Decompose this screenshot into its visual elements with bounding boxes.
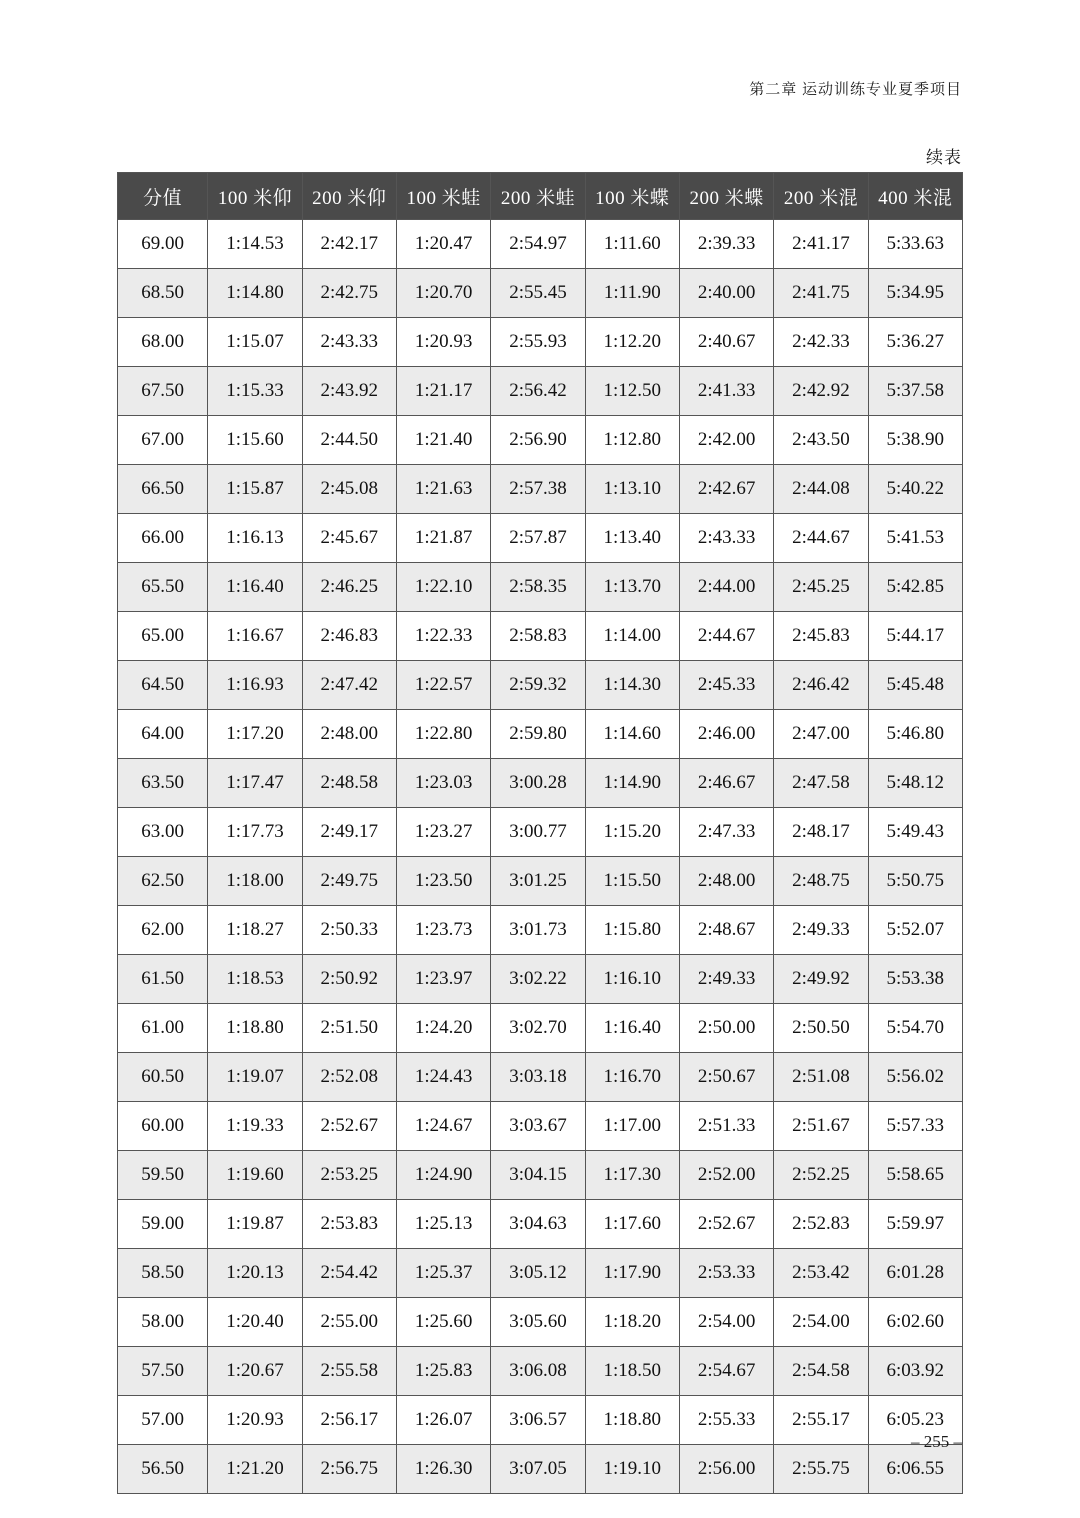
time-cell: 2:52.08 [302, 1053, 396, 1102]
time-cell: 5:40.22 [868, 465, 962, 514]
time-cell: 5:59.97 [868, 1200, 962, 1249]
time-cell: 2:42.75 [302, 269, 396, 318]
time-cell: 1:13.70 [585, 563, 679, 612]
time-cell: 5:38.90 [868, 416, 962, 465]
table-row [118, 514, 963, 563]
time-cell: 1:17.90 [585, 1249, 679, 1298]
table-row [118, 1249, 963, 1298]
time-cell: 2:48.67 [679, 906, 773, 955]
time-cell: 5:46.80 [868, 710, 962, 759]
time-cell: 1:11.60 [585, 220, 679, 269]
time-cell: 2:42.17 [302, 220, 396, 269]
time-cell: 2:43.33 [302, 318, 396, 367]
time-cell: 1:25.37 [396, 1249, 490, 1298]
time-cell: 2:44.67 [679, 612, 773, 661]
table-row [118, 416, 963, 465]
time-cell: 1:14.53 [208, 220, 302, 269]
time-cell: 1:12.20 [585, 318, 679, 367]
time-cell: 2:51.67 [774, 1102, 868, 1151]
time-cell: 1:18.53 [208, 955, 302, 1004]
time-cell: 2:55.45 [491, 269, 585, 318]
time-cell: 5:44.17 [868, 612, 962, 661]
time-cell: 2:55.17 [774, 1396, 868, 1445]
score-cell: 68.00 [118, 318, 208, 367]
time-cell: 1:16.10 [585, 955, 679, 1004]
time-cell: 1:20.67 [208, 1347, 302, 1396]
score-cell: 60.50 [118, 1053, 208, 1102]
time-cell: 1:20.93 [396, 318, 490, 367]
time-cell: 1:25.83 [396, 1347, 490, 1396]
table-row [118, 1298, 963, 1347]
time-cell: 2:45.83 [774, 612, 868, 661]
table-row [118, 1396, 963, 1445]
score-cell: 60.00 [118, 1102, 208, 1151]
score-cell: 63.50 [118, 759, 208, 808]
column-header: 400 米混 [868, 173, 962, 220]
column-header: 100 米仰 [208, 173, 302, 220]
time-cell: 1:15.33 [208, 367, 302, 416]
score-cell: 58.00 [118, 1298, 208, 1347]
table-row [118, 612, 963, 661]
time-cell: 2:39.33 [679, 220, 773, 269]
score-cell: 61.00 [118, 1004, 208, 1053]
time-cell: 2:46.83 [302, 612, 396, 661]
table-row [118, 1053, 963, 1102]
time-cell: 2:49.75 [302, 857, 396, 906]
time-cell: 2:59.80 [491, 710, 585, 759]
score-cell: 65.00 [118, 612, 208, 661]
time-cell: 1:24.67 [396, 1102, 490, 1151]
table-row [118, 906, 963, 955]
time-cell: 2:56.75 [302, 1445, 396, 1494]
time-cell: 1:21.87 [396, 514, 490, 563]
time-cell: 1:26.30 [396, 1445, 490, 1494]
time-cell: 6:02.60 [868, 1298, 962, 1347]
time-cell: 2:53.33 [679, 1249, 773, 1298]
time-cell: 2:47.58 [774, 759, 868, 808]
time-cell: 5:41.53 [868, 514, 962, 563]
score-cell: 58.50 [118, 1249, 208, 1298]
time-cell: 2:55.93 [491, 318, 585, 367]
time-cell: 2:59.32 [491, 661, 585, 710]
time-cell: 1:17.47 [208, 759, 302, 808]
table-row [118, 1347, 963, 1396]
time-cell: 2:44.08 [774, 465, 868, 514]
column-header: 分值 [118, 173, 208, 220]
score-cell: 59.50 [118, 1151, 208, 1200]
time-cell: 1:15.20 [585, 808, 679, 857]
time-cell: 2:55.00 [302, 1298, 396, 1347]
time-cell: 2:52.25 [774, 1151, 868, 1200]
time-cell: 2:50.67 [679, 1053, 773, 1102]
time-cell: 1:23.27 [396, 808, 490, 857]
time-cell: 2:51.33 [679, 1102, 773, 1151]
time-cell: 1:21.20 [208, 1445, 302, 1494]
time-cell: 2:47.42 [302, 661, 396, 710]
time-cell: 1:12.50 [585, 367, 679, 416]
table-row [118, 367, 963, 416]
score-table-wrapper [117, 172, 963, 1494]
time-cell: 1:20.47 [396, 220, 490, 269]
time-cell: 1:17.00 [585, 1102, 679, 1151]
time-cell: 3:04.63 [491, 1200, 585, 1249]
time-cell: 1:16.40 [585, 1004, 679, 1053]
table-header [118, 173, 963, 220]
time-cell: 1:16.13 [208, 514, 302, 563]
table-row [118, 1445, 963, 1494]
time-cell: 1:15.80 [585, 906, 679, 955]
time-cell: 5:36.27 [868, 318, 962, 367]
score-cell: 57.00 [118, 1396, 208, 1445]
time-cell: 2:46.67 [679, 759, 773, 808]
time-cell: 1:16.70 [585, 1053, 679, 1102]
table-header-row [118, 173, 963, 220]
time-cell: 1:23.03 [396, 759, 490, 808]
time-cell: 2:44.00 [679, 563, 773, 612]
time-cell: 1:17.60 [585, 1200, 679, 1249]
time-cell: 2:43.92 [302, 367, 396, 416]
time-cell: 2:56.00 [679, 1445, 773, 1494]
running-head: 第二章 运动训练专业夏季项目 [749, 82, 962, 98]
score-cell: 57.50 [118, 1347, 208, 1396]
time-cell: 1:11.90 [585, 269, 679, 318]
time-cell: 2:57.87 [491, 514, 585, 563]
time-cell: 3:06.57 [491, 1396, 585, 1445]
time-cell: 2:58.83 [491, 612, 585, 661]
time-cell: 2:41.33 [679, 367, 773, 416]
table-body [118, 220, 963, 1494]
time-cell: 2:52.83 [774, 1200, 868, 1249]
time-cell: 2:53.83 [302, 1200, 396, 1249]
time-cell: 1:18.80 [208, 1004, 302, 1053]
time-cell: 2:42.00 [679, 416, 773, 465]
time-cell: 1:18.20 [585, 1298, 679, 1347]
score-cell: 66.00 [118, 514, 208, 563]
time-cell: 2:43.50 [774, 416, 868, 465]
swimming-score-table [117, 172, 963, 1494]
table-row [118, 563, 963, 612]
time-cell: 1:20.93 [208, 1396, 302, 1445]
time-cell: 2:50.33 [302, 906, 396, 955]
time-cell: 6:05.23 [868, 1396, 962, 1445]
column-header: 200 米蝶 [679, 173, 773, 220]
time-cell: 1:26.07 [396, 1396, 490, 1445]
time-cell: 2:42.33 [774, 318, 868, 367]
time-cell: 1:17.20 [208, 710, 302, 759]
time-cell: 1:25.13 [396, 1200, 490, 1249]
table-row [118, 1200, 963, 1249]
time-cell: 5:42.85 [868, 563, 962, 612]
continued-table-label: 续表 [926, 148, 962, 167]
table-row [118, 1151, 963, 1200]
time-cell: 1:19.60 [208, 1151, 302, 1200]
time-cell: 5:48.12 [868, 759, 962, 808]
score-cell: 59.00 [118, 1200, 208, 1249]
time-cell: 2:45.08 [302, 465, 396, 514]
time-cell: 2:48.17 [774, 808, 868, 857]
table-row [118, 759, 963, 808]
time-cell: 1:16.93 [208, 661, 302, 710]
time-cell: 1:19.10 [585, 1445, 679, 1494]
time-cell: 1:24.20 [396, 1004, 490, 1053]
score-cell: 56.50 [118, 1445, 208, 1494]
column-header: 200 米蛙 [491, 173, 585, 220]
time-cell: 2:42.92 [774, 367, 868, 416]
time-cell: 1:15.60 [208, 416, 302, 465]
time-cell: 6:03.92 [868, 1347, 962, 1396]
score-cell: 63.00 [118, 808, 208, 857]
table-row [118, 661, 963, 710]
time-cell: 1:24.90 [396, 1151, 490, 1200]
time-cell: 2:49.33 [679, 955, 773, 1004]
time-cell: 1:15.07 [208, 318, 302, 367]
time-cell: 2:54.58 [774, 1347, 868, 1396]
score-cell: 64.50 [118, 661, 208, 710]
time-cell: 2:41.17 [774, 220, 868, 269]
table-row [118, 955, 963, 1004]
time-cell: 5:54.70 [868, 1004, 962, 1053]
time-cell: 1:22.57 [396, 661, 490, 710]
time-cell: 2:41.75 [774, 269, 868, 318]
time-cell: 3:01.73 [491, 906, 585, 955]
time-cell: 6:06.55 [868, 1445, 962, 1494]
time-cell: 2:50.50 [774, 1004, 868, 1053]
score-cell: 67.00 [118, 416, 208, 465]
score-cell: 66.50 [118, 465, 208, 514]
time-cell: 5:49.43 [868, 808, 962, 857]
time-cell: 1:14.60 [585, 710, 679, 759]
time-cell: 3:01.25 [491, 857, 585, 906]
column-header: 200 米混 [774, 173, 868, 220]
time-cell: 2:46.42 [774, 661, 868, 710]
score-cell: 65.50 [118, 563, 208, 612]
column-header: 200 米仰 [302, 173, 396, 220]
time-cell: 2:46.25 [302, 563, 396, 612]
time-cell: 2:45.25 [774, 563, 868, 612]
time-cell: 3:06.08 [491, 1347, 585, 1396]
time-cell: 2:52.67 [302, 1102, 396, 1151]
time-cell: 2:45.33 [679, 661, 773, 710]
time-cell: 1:14.80 [208, 269, 302, 318]
time-cell: 5:50.75 [868, 857, 962, 906]
time-cell: 5:45.48 [868, 661, 962, 710]
time-cell: 2:51.08 [774, 1053, 868, 1102]
time-cell: 2:50.92 [302, 955, 396, 1004]
score-cell: 64.00 [118, 710, 208, 759]
score-cell: 68.50 [118, 269, 208, 318]
time-cell: 1:16.40 [208, 563, 302, 612]
time-cell: 5:56.02 [868, 1053, 962, 1102]
time-cell: 2:48.58 [302, 759, 396, 808]
time-cell: 1:19.07 [208, 1053, 302, 1102]
time-cell: 1:22.33 [396, 612, 490, 661]
time-cell: 2:48.75 [774, 857, 868, 906]
time-cell: 2:55.33 [679, 1396, 773, 1445]
time-cell: 2:45.67 [302, 514, 396, 563]
time-cell: 5:33.63 [868, 220, 962, 269]
time-cell: 1:22.80 [396, 710, 490, 759]
time-cell: 2:50.00 [679, 1004, 773, 1053]
time-cell: 6:01.28 [868, 1249, 962, 1298]
time-cell: 2:53.25 [302, 1151, 396, 1200]
time-cell: 1:16.67 [208, 612, 302, 661]
time-cell: 1:18.80 [585, 1396, 679, 1445]
time-cell: 3:07.05 [491, 1445, 585, 1494]
time-cell: 2:52.67 [679, 1200, 773, 1249]
time-cell: 3:03.18 [491, 1053, 585, 1102]
table-row [118, 220, 963, 269]
time-cell: 3:00.77 [491, 808, 585, 857]
time-cell: 2:54.42 [302, 1249, 396, 1298]
time-cell: 1:14.90 [585, 759, 679, 808]
time-cell: 2:44.50 [302, 416, 396, 465]
time-cell: 3:00.28 [491, 759, 585, 808]
time-cell: 2:55.58 [302, 1347, 396, 1396]
column-header: 100 米蛙 [396, 173, 490, 220]
time-cell: 1:14.00 [585, 612, 679, 661]
score-cell: 62.50 [118, 857, 208, 906]
time-cell: 1:13.40 [585, 514, 679, 563]
time-cell: 2:56.42 [491, 367, 585, 416]
time-cell: 5:53.38 [868, 955, 962, 1004]
table-row [118, 710, 963, 759]
time-cell: 1:23.73 [396, 906, 490, 955]
time-cell: 2:51.50 [302, 1004, 396, 1053]
time-cell: 1:15.50 [585, 857, 679, 906]
time-cell: 1:20.70 [396, 269, 490, 318]
time-cell: 1:14.30 [585, 661, 679, 710]
time-cell: 1:18.27 [208, 906, 302, 955]
score-cell: 61.50 [118, 955, 208, 1004]
time-cell: 2:40.67 [679, 318, 773, 367]
time-cell: 1:24.43 [396, 1053, 490, 1102]
table-row [118, 857, 963, 906]
time-cell: 2:53.42 [774, 1249, 868, 1298]
time-cell: 2:54.67 [679, 1347, 773, 1396]
time-cell: 2:40.00 [679, 269, 773, 318]
score-cell: 69.00 [118, 220, 208, 269]
time-cell: 2:58.35 [491, 563, 585, 612]
time-cell: 5:57.33 [868, 1102, 962, 1151]
time-cell: 2:46.00 [679, 710, 773, 759]
table-row [118, 318, 963, 367]
time-cell: 1:21.63 [396, 465, 490, 514]
table-row [118, 1102, 963, 1151]
time-cell: 3:05.12 [491, 1249, 585, 1298]
time-cell: 1:12.80 [585, 416, 679, 465]
score-cell: 67.50 [118, 367, 208, 416]
time-cell: 5:34.95 [868, 269, 962, 318]
time-cell: 2:47.33 [679, 808, 773, 857]
time-cell: 5:37.58 [868, 367, 962, 416]
time-cell: 1:17.73 [208, 808, 302, 857]
time-cell: 1:20.13 [208, 1249, 302, 1298]
time-cell: 2:55.75 [774, 1445, 868, 1494]
time-cell: 1:22.10 [396, 563, 490, 612]
time-cell: 2:47.00 [774, 710, 868, 759]
table-row [118, 465, 963, 514]
time-cell: 1:23.97 [396, 955, 490, 1004]
time-cell: 1:15.87 [208, 465, 302, 514]
time-cell: 3:02.70 [491, 1004, 585, 1053]
time-cell: 1:19.33 [208, 1102, 302, 1151]
time-cell: 1:23.50 [396, 857, 490, 906]
time-cell: 3:04.15 [491, 1151, 585, 1200]
time-cell: 2:57.38 [491, 465, 585, 514]
time-cell: 1:17.30 [585, 1151, 679, 1200]
time-cell: 1:21.17 [396, 367, 490, 416]
time-cell: 5:52.07 [868, 906, 962, 955]
table-row [118, 269, 963, 318]
time-cell: 2:44.67 [774, 514, 868, 563]
time-cell: 2:56.90 [491, 416, 585, 465]
time-cell: 1:20.40 [208, 1298, 302, 1347]
time-cell: 2:54.00 [774, 1298, 868, 1347]
time-cell: 2:49.17 [302, 808, 396, 857]
time-cell: 1:25.60 [396, 1298, 490, 1347]
time-cell: 2:54.97 [491, 220, 585, 269]
time-cell: 2:42.67 [679, 465, 773, 514]
time-cell: 2:49.92 [774, 955, 868, 1004]
time-cell: 1:21.40 [396, 416, 490, 465]
time-cell: 3:03.67 [491, 1102, 585, 1151]
time-cell: 2:48.00 [302, 710, 396, 759]
time-cell: 2:54.00 [679, 1298, 773, 1347]
time-cell: 1:19.87 [208, 1200, 302, 1249]
time-cell: 2:56.17 [302, 1396, 396, 1445]
time-cell: 1:18.50 [585, 1347, 679, 1396]
time-cell: 5:58.65 [868, 1151, 962, 1200]
time-cell: 3:02.22 [491, 955, 585, 1004]
time-cell: 2:49.33 [774, 906, 868, 955]
page-number: – 255 – [911, 1432, 962, 1451]
column-header: 100 米蝶 [585, 173, 679, 220]
time-cell: 2:52.00 [679, 1151, 773, 1200]
table-row [118, 808, 963, 857]
score-cell: 62.00 [118, 906, 208, 955]
table-row [118, 1004, 963, 1053]
time-cell: 2:43.33 [679, 514, 773, 563]
time-cell: 1:13.10 [585, 465, 679, 514]
time-cell: 3:05.60 [491, 1298, 585, 1347]
time-cell: 1:18.00 [208, 857, 302, 906]
time-cell: 2:48.00 [679, 857, 773, 906]
